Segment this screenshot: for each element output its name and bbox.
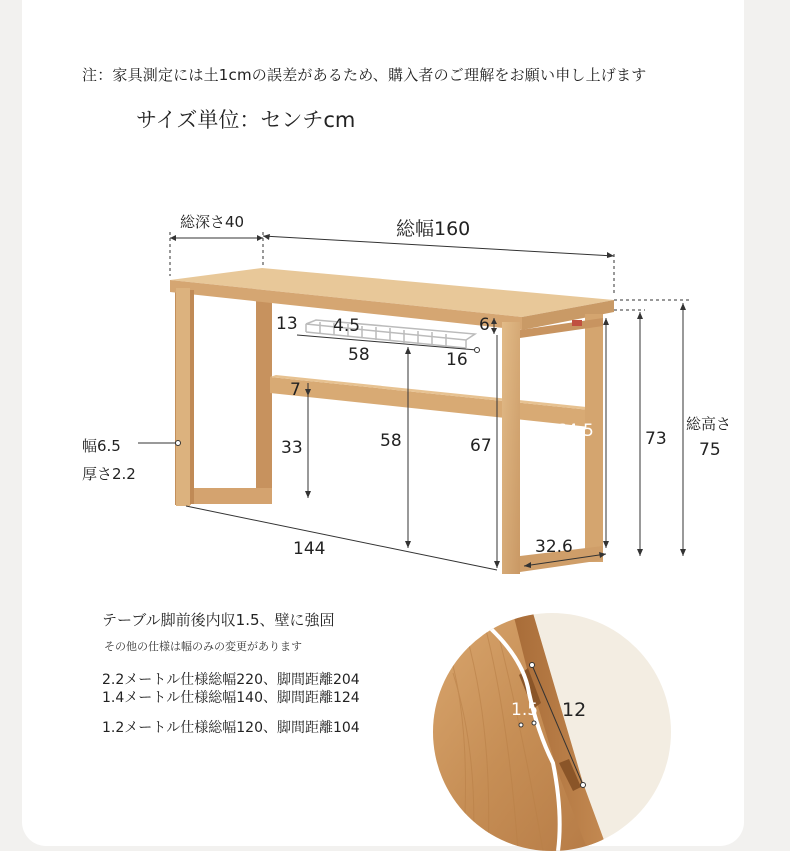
label-rack-height: 13 (276, 314, 298, 334)
front-right-leg (502, 314, 603, 574)
label-rack-offset: 16 (446, 350, 468, 370)
label-total-height: 総高さ (686, 415, 732, 433)
label-leg-depth: 32.6 (535, 537, 573, 557)
rack-callout-dot (475, 348, 480, 353)
label-rack-floor: 58 (380, 431, 402, 451)
label-total-width: 総幅160 (396, 218, 471, 240)
label-inner-span: 144 (293, 539, 326, 559)
label-leg-thickness: 厚さ2.2 (82, 465, 136, 483)
front-left-leg (176, 288, 194, 506)
label-leg-width: 幅6.5 (82, 437, 121, 455)
info-other-specs: その他の仕様は幅のみの変更があります (104, 640, 302, 653)
label-under-clearance: 67 (470, 436, 492, 456)
label-beam-floor: 33 (281, 438, 303, 458)
detail-closeup (433, 613, 671, 851)
label-total-depth: 総深さ40 (180, 213, 245, 231)
label-table-height: 73 (645, 429, 667, 449)
tabletop (170, 268, 614, 330)
detail-closeup-art (433, 613, 671, 851)
leg-callout-dot (176, 441, 181, 446)
detail-gap-label: 12 (562, 699, 587, 721)
crossbar (270, 375, 596, 427)
variant-1-4m: 1.4メートル仕様総幅140、脚間距離124 (102, 690, 360, 706)
measurement-notice: 注：家具測定には土1cmの誤差があるため、購入者のご理解をお願い申し上げます (82, 66, 647, 84)
variant-1-2m: 1.2メートル仕様総幅120、脚間距離104 (102, 720, 360, 736)
info-wall-note: テーブル脚前後内収1.5、壁に強固 (102, 611, 335, 629)
label-rack-width: 58 (348, 345, 370, 365)
size-unit-title: サイズ単位：センチcm (136, 108, 356, 132)
label-top-thickness: 6 (479, 315, 490, 335)
label-beam-height: 7 (290, 380, 301, 400)
label-total-height-value: 75 (699, 440, 721, 460)
variant-2-2m: 2.2メートル仕様総幅220、脚間距離204 (102, 672, 360, 688)
label-rack-depth: 4.5 (333, 316, 361, 336)
detail-inset-label: 1.5 (511, 700, 539, 720)
label-leg-inner: 64.5 (556, 421, 594, 441)
cable-rack (306, 320, 475, 348)
